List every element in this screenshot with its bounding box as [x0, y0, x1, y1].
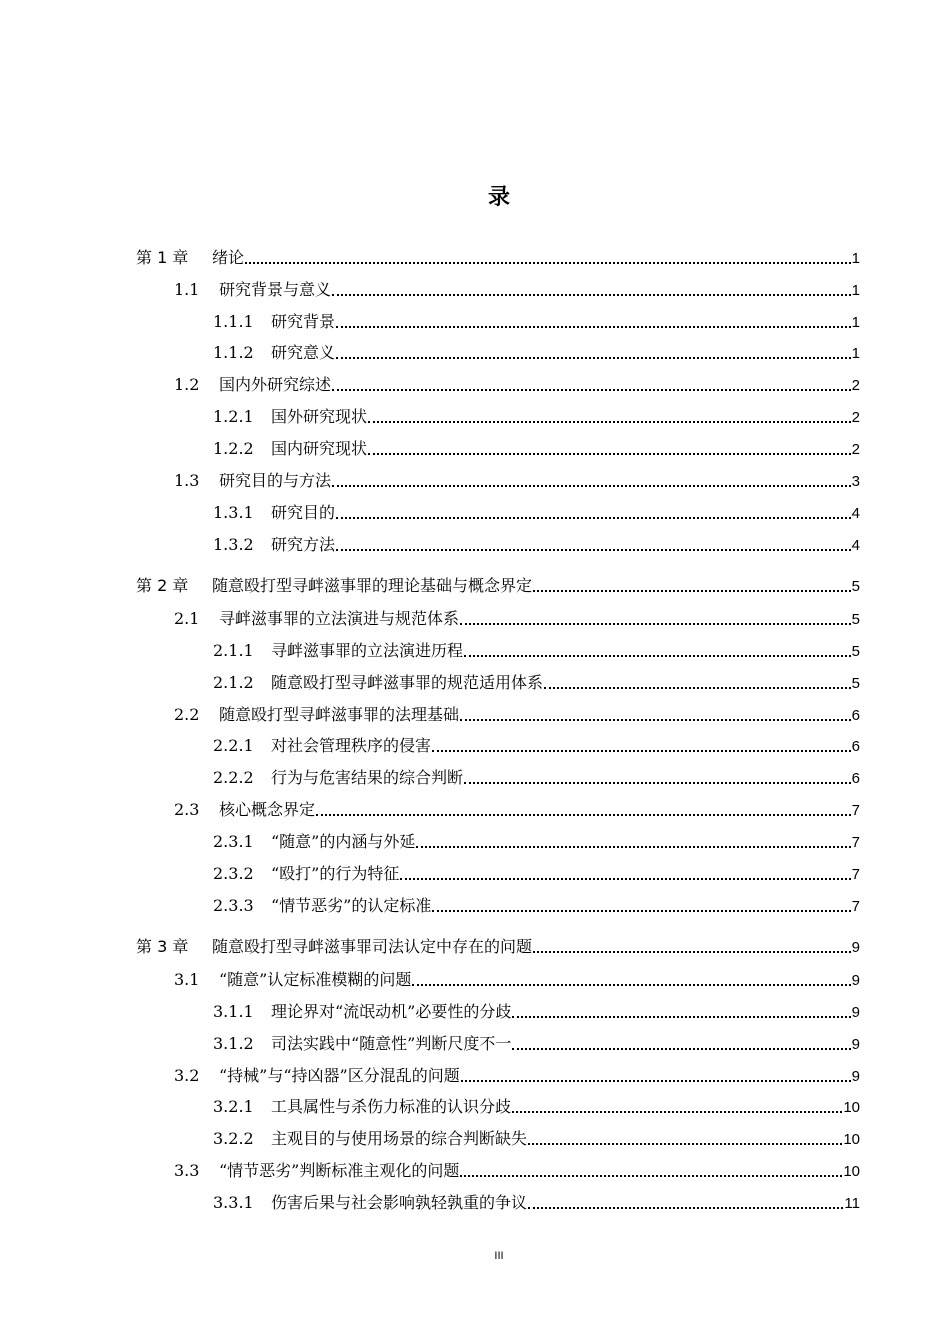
dot-leader — [544, 685, 851, 689]
toc-entry-number: 第 3 章 — [136, 937, 189, 956]
toc-entry-number: 第 1 章 — [136, 248, 189, 267]
toc-entry-page: 4 — [851, 537, 860, 554]
toc-entry-number: 3.3 — [174, 1161, 200, 1180]
toc-entry-number: 3.1 — [174, 970, 200, 989]
toc-entry-page: 3 — [851, 473, 860, 490]
toc-entry[interactable] — [174, 280, 860, 300]
toc-entry-page: 5 — [851, 578, 860, 595]
dot-leader — [412, 982, 850, 986]
toc-entry-label: 研究目的 — [271, 503, 336, 522]
toc-entry-label: 寻衅滋事罪的立法演进与规范体系 — [219, 609, 460, 628]
toc-entry-page: 1 — [851, 250, 860, 267]
toc-entry-page: 5 — [851, 611, 860, 628]
toc-entry-number: 2.1.2 — [213, 673, 254, 692]
toc-entry-number: 1.2.1 — [213, 407, 254, 426]
toc-entry[interactable] — [213, 736, 860, 756]
toc-entry-page: 4 — [851, 505, 860, 522]
dot-leader — [400, 876, 850, 880]
toc-entry[interactable] — [213, 1097, 860, 1117]
dot-leader — [416, 844, 850, 848]
toc-entry-label: 伤害后果与社会影响孰轻孰重的争议 — [271, 1193, 528, 1212]
toc-entry-label: “情节恶劣”判断标准主观化的问题 — [219, 1161, 460, 1180]
dot-leader — [460, 717, 851, 721]
toc-entry[interactable] — [174, 800, 860, 820]
toc-entry-number: 2.3 — [174, 800, 200, 819]
toc-entry-number: 2.1.1 — [213, 641, 254, 660]
toc-entry-label: 理论界对“流氓动机”必要性的分歧 — [271, 1002, 512, 1021]
dot-leader — [461, 1078, 851, 1082]
toc-entry[interactable] — [213, 1193, 860, 1213]
dot-leader — [464, 653, 851, 657]
toc-entry-page: 1 — [851, 314, 860, 331]
toc-entry[interactable] — [213, 503, 860, 523]
toc-entry-label: “随意”认定标准模糊的问题 — [219, 970, 412, 989]
toc-entry-number: 2.3.1 — [213, 832, 254, 851]
toc-entry-label: 国内外研究综述 — [219, 375, 332, 394]
toc-entry[interactable] — [213, 1034, 860, 1054]
toc-entry-page: 6 — [851, 770, 860, 787]
toc-entry-number: 3.3.1 — [213, 1193, 254, 1212]
toc-entry-page: 2 — [851, 377, 860, 394]
toc-entry-number: 1.1 — [174, 280, 200, 299]
toc-entry-label: 国内研究现状 — [271, 439, 368, 458]
toc-entry-label: 研究目的与方法 — [219, 471, 332, 490]
toc-entry-label: 研究方法 — [271, 535, 336, 554]
toc-entry-number: 3.1.2 — [213, 1034, 254, 1053]
dot-leader — [368, 451, 851, 455]
toc-entry[interactable] — [136, 576, 860, 596]
toc-entry[interactable] — [213, 407, 860, 427]
toc-entry-page: 1 — [851, 282, 860, 299]
toc-entry-page: 2 — [851, 409, 860, 426]
dot-leader — [528, 1205, 843, 1209]
toc-entry-number: 3.2.1 — [213, 1097, 254, 1116]
toc-entry-label: 随意殴打型寻衅滋事罪的理论基础与概念界定 — [212, 576, 533, 595]
toc-entry-page: 9 — [851, 1004, 860, 1021]
dot-leader — [432, 908, 850, 912]
toc-entry-label: 研究意义 — [271, 343, 336, 362]
dot-leader — [512, 1046, 850, 1050]
toc-entry[interactable] — [174, 970, 860, 990]
toc-entry-label: “随意”的内涵与外延 — [271, 832, 416, 851]
toc-entry-label: 国外研究现状 — [271, 407, 368, 426]
toc-entry-page: 11 — [844, 1195, 860, 1212]
toc-entry[interactable] — [213, 673, 860, 693]
toc-entry-label: 绪论 — [212, 248, 245, 267]
toc-entry[interactable] — [174, 1161, 860, 1181]
toc-entry[interactable] — [213, 312, 860, 332]
dot-leader — [316, 812, 851, 816]
toc-entry-label: 工具属性与杀伤力标准的认识分歧 — [271, 1097, 512, 1116]
toc-entry-label: 随意殴打型寻衅滋事罪的法理基础 — [219, 705, 460, 724]
toc-entry-page: 5 — [851, 675, 860, 692]
toc-entry-page: 7 — [851, 898, 860, 915]
toc-entry[interactable] — [174, 609, 860, 629]
toc-entry-number: 2.3.3 — [213, 896, 254, 915]
toc-entry-number: 2.2 — [174, 705, 200, 724]
toc-entry-number: 1.2.2 — [213, 439, 254, 458]
dot-leader — [336, 515, 851, 519]
toc-entry-page: 6 — [851, 738, 860, 755]
toc-entry-label: 研究背景与意义 — [219, 280, 332, 299]
toc-entry-page: 7 — [851, 834, 860, 851]
dot-leader — [332, 292, 851, 296]
toc-entry-label: 随意殴打型寻衅滋事罪司法认定中存在的问题 — [212, 937, 533, 956]
toc-title: 录 — [487, 185, 510, 210]
toc-entry-page: 1 — [851, 345, 860, 362]
toc-entry-label: “情节恶劣”的认定标准 — [271, 896, 432, 915]
toc-entry-number: 2.2.2 — [213, 768, 254, 787]
toc-entry-page: 9 — [851, 1068, 860, 1085]
toc-entry-label: 对社会管理秩序的侵害 — [271, 736, 432, 755]
toc-entry[interactable] — [213, 439, 860, 459]
toc-entry[interactable] — [213, 832, 860, 852]
toc-entry[interactable] — [213, 768, 860, 788]
toc-entry[interactable] — [174, 375, 860, 395]
toc-entry-label: “殴打”的行为特征 — [271, 864, 400, 883]
toc-entry-page: 5 — [851, 643, 860, 660]
dot-leader — [432, 748, 851, 752]
toc-entry[interactable] — [174, 1066, 860, 1086]
toc-entry-label: 随意殴打型寻衅滋事罪的规范适用体系 — [271, 673, 544, 692]
toc-entry-number: 2.2.1 — [213, 736, 254, 755]
toc-entry[interactable] — [213, 896, 860, 916]
toc-entry[interactable] — [213, 1002, 860, 1022]
dot-leader — [533, 949, 851, 953]
toc-entry-page: 7 — [851, 866, 860, 883]
toc-entry-page: 10 — [843, 1131, 860, 1148]
dot-leader — [332, 387, 851, 391]
toc-entry-page: 10 — [843, 1099, 860, 1116]
toc-entry[interactable] — [213, 641, 860, 661]
toc-entry-label: 行为与危害结果的综合判断 — [271, 768, 464, 787]
toc-entry-number: 1.1.2 — [213, 343, 254, 362]
dot-leader — [245, 260, 851, 264]
toc-entry-page: 9 — [851, 1036, 860, 1053]
toc-entry-page: 10 — [843, 1163, 860, 1180]
toc-entry-label: 寻衅滋事罪的立法演进历程 — [271, 641, 464, 660]
toc-entry-label: 核心概念界定 — [219, 800, 316, 819]
toc-entry-page: 9 — [851, 972, 860, 989]
dot-leader — [336, 355, 851, 359]
page-number-footer: III — [494, 1250, 504, 1262]
toc-entry-number: 2.3.2 — [213, 864, 254, 883]
toc-entry-number: 3.1.1 — [213, 1002, 254, 1021]
toc-entry[interactable] — [213, 1129, 860, 1149]
toc-entry-label: 主观目的与使用场景的综合判断缺失 — [271, 1129, 528, 1148]
toc-entry[interactable] — [136, 248, 860, 268]
toc-entry-label: 司法实践中“随意性”判断尺度不一 — [271, 1034, 512, 1053]
toc-entry-label: 研究背景 — [271, 312, 336, 331]
toc-entry-page: 2 — [851, 441, 860, 458]
dot-leader — [336, 547, 851, 551]
toc-entry[interactable] — [213, 535, 860, 555]
toc-entry[interactable] — [174, 705, 860, 725]
toc-entry-page: 6 — [851, 707, 860, 724]
toc-entry[interactable] — [136, 937, 860, 957]
dot-leader — [533, 588, 851, 592]
dot-leader — [528, 1141, 842, 1145]
dot-leader — [512, 1014, 850, 1018]
toc-entry[interactable] — [174, 471, 860, 491]
dot-leader — [512, 1109, 842, 1113]
toc-entry-number: 2.1 — [174, 609, 200, 628]
dot-leader — [336, 324, 851, 328]
toc-entry-number: 3.2.2 — [213, 1129, 254, 1148]
toc-entry[interactable] — [213, 343, 860, 363]
toc-entry-number: 1.1.1 — [213, 312, 254, 331]
toc-entry-page: 9 — [851, 939, 860, 956]
dot-leader — [460, 621, 851, 625]
toc-entry-number: 1.3.2 — [213, 535, 254, 554]
toc-entry-label: “持械”与“持凶器”区分混乱的问题 — [219, 1066, 460, 1085]
dot-leader — [460, 1173, 842, 1177]
toc-entry-number: 3.2 — [174, 1066, 200, 1085]
toc-entry[interactable] — [213, 864, 860, 884]
toc-entry-number: 第 2 章 — [136, 576, 189, 595]
toc-entry-number: 1.3.1 — [213, 503, 254, 522]
dot-leader — [368, 419, 851, 423]
dot-leader — [464, 780, 851, 784]
dot-leader — [332, 483, 851, 487]
toc-entry-number: 1.2 — [174, 375, 200, 394]
toc-entry-page: 7 — [851, 802, 860, 819]
toc-entry-number: 1.3 — [174, 471, 200, 490]
